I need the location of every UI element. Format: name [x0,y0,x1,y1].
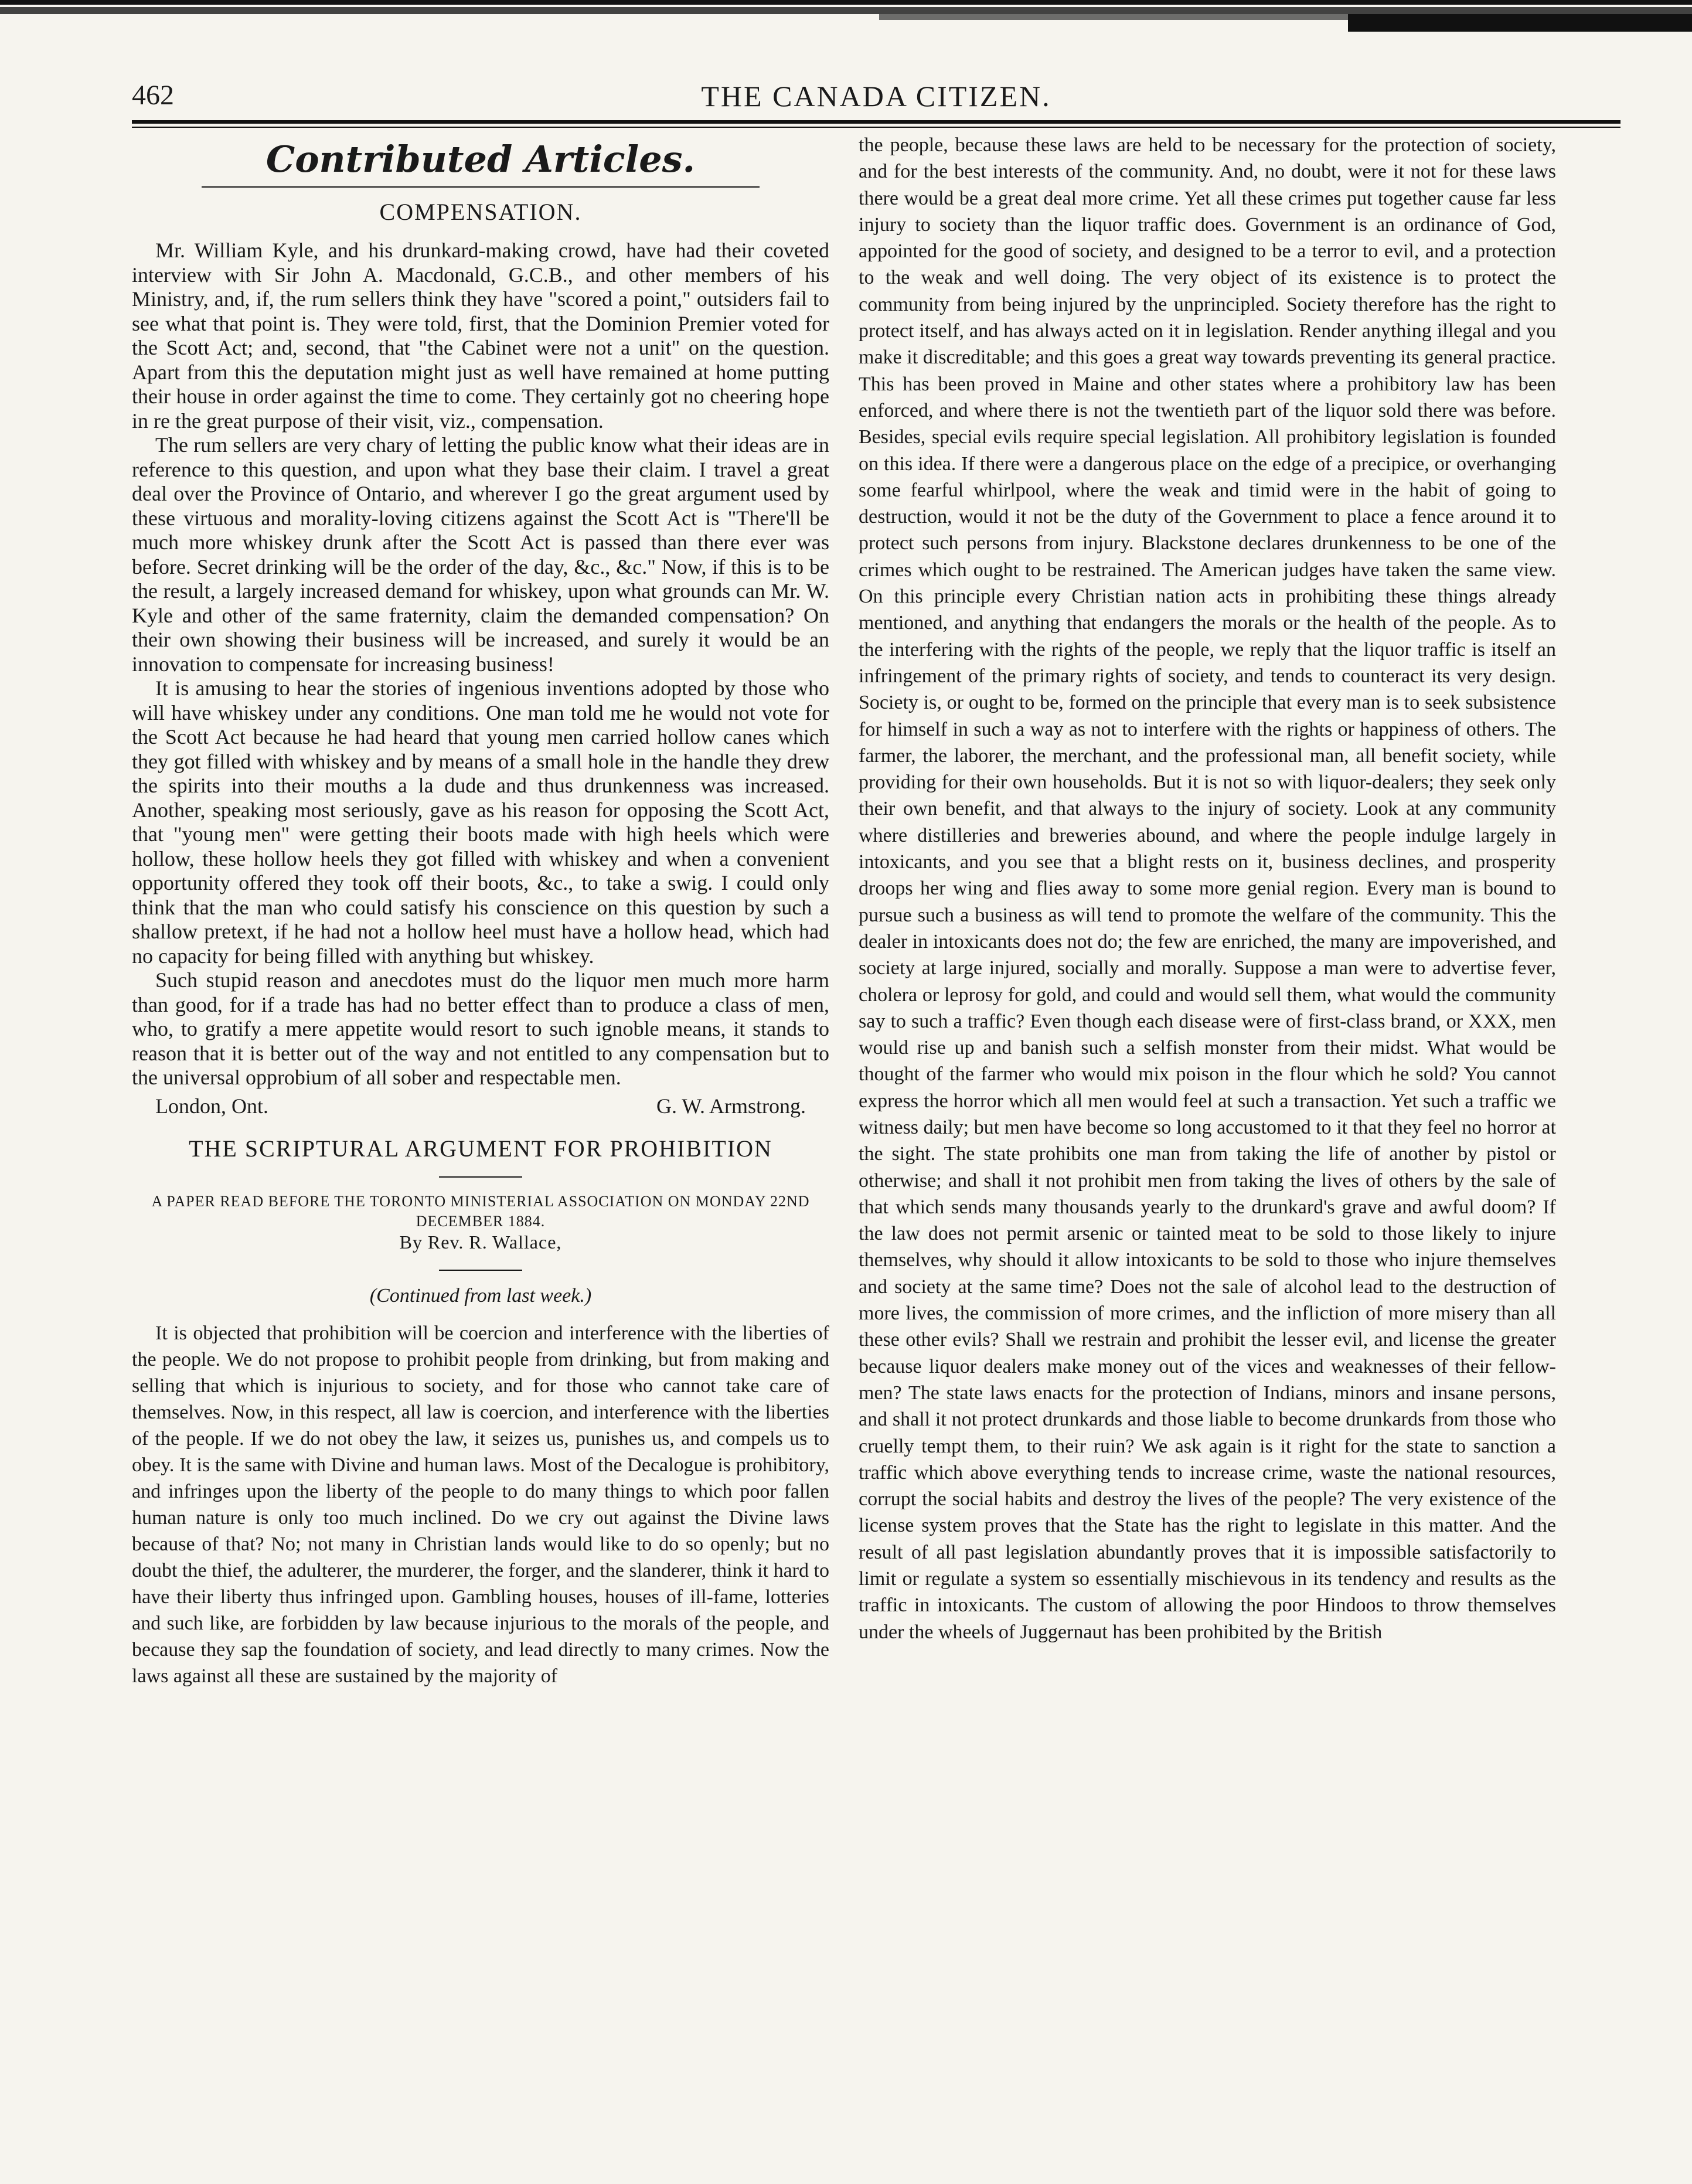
article-subhead: A PAPER READ BEFORE THE TORONTO MINISTERIAL ASSOCIATION ON MONDAY 22ND DECEMBER 1884. [151,1192,810,1230]
header-rule [132,120,1620,124]
right-column [859,132,1556,1645]
section-rule [202,186,760,188]
article-title: THE SCRIPTURAL ARGUMENT FOR PROHIBITION [189,1135,772,1162]
title-rule [439,1176,523,1178]
page-number: 462 [132,80,174,111]
left-column [132,132,829,1689]
article-paragraph: It is amusing to hear the stories of ingenious inventions adopted by those who will have whiskey under any conditions. One man told me he would not vote for the Scott Act because he had heard that young men carried hollow canes which they got filled with whiskey and by means of a small hole in the handle they drew the spirits into their mouths a la dude and thus drunkenness was increased. Another, speaking most seriously, gave as his reason for opposing the Scott Act, that "young men" were getting their boots made with high heels which were hollow, these hollow heels they got filled with whiskey and when a convenient opportunity offered they took off their boots, &c., to take a swig. I could only think that the man who could satisfy his conscience on this question by such a shallow pretext, if he had not a hollow heel must have a hollow head, which had no capacity for being filled with anything but whiskey. [132,676,829,968]
scan-smear [1348,14,1692,32]
article-paragraph: Mr. William Kyle, and his drunkard-making crowd, have had their coveted interview with Sir John A. Macdonald, G.C.B., and other members of his Ministry, and, if, the rum sellers think they have "scored a point," outsiders fail to see what that point is. They were told, first, that the Dominion Premier voted for the Scott Act; and, second, that "the Cabinet were not a unit" on the question. Apart from this the deputation might just as well have remained at home putting their house in order against the time to come. They certainly got no cheering hope in re the great purpose of their visit, viz., compensation. [132,239,829,433]
scan-smear [879,14,1348,20]
article-author: By Rev. R. Wallace, [399,1231,562,1253]
scan-edge-artifact [0,0,1692,35]
article-signoff [155,1094,806,1118]
place-line: London, Ont. [155,1094,268,1118]
article-paragraph: The rum sellers are very chary of letting the public know what their ideas are in reference to this question, and upon what they base their claim. I travel a great deal over the Province of Ontario, and wherever I go the great argument used by these virtuous and morality-loving citizens against the Scott Act is "There'll be much more whiskey drunk after the Scott Act is passed than there ever was before. Secret drinking will be the order of the day, &c., &c." Now, if this is to be the result, a largely increased demand for whiskey, upon what grounds can Mr. W. Kyle and other of the same fraternity, claim the demanded compensation? On their own showing their business will be increased, and surely it would be an innovation to compensate for increasing business! [132,433,829,676]
masthead: THE CANADA CITIZEN. [701,80,1051,113]
article-title: COMPENSATION. [379,199,582,225]
article-paragraph: It is objected that prohibition will be coercion and interference with the liberties of the people. We do not propose to prohibit people from drinking, but from making and selling that which is injurious to society, and for those who cannot take care of themselves. Now, in this respect, all law is coercion, and interference with the liberties of the people. If we do not obey the law, it seizes us, punishes us, and compels us to obey. It is the same with Divine and human laws. Most of the Decalogue is prohibitory, and infringes upon the liberty of the people to do many things to which poor fallen human nature is only too much inclined. Do we cry out against the Divine laws because of that? No; not many in Christian lands would like to do so openly; but no doubt the thief, the adulterer, the murderer, the forger, and the slanderer, think it hard to have their liberty thus infringed upon. Gambling houses, houses of ill-fame, lotteries and such like, are forbidden by law because injurious to the morals of the people, and because they sap the foundation of society, and lead directly to many crimes. Now the laws against all these are sustained by the majority of [132,1322,829,1687]
header-rule-thin [132,127,1620,128]
page-header [132,73,1620,120]
continued-note: (Continued from last week.) [369,1284,592,1307]
signature: G. W. Armstrong. [656,1094,806,1118]
article-paragraph: Such stupid reason and anecdotes must do the liquor men much more harm than good, for if a trade has had no better effect than to produce a class of men, who, to gratify a mere appetite would resort to such ignoble means, it stands to reason that it is better out of the way and not entitled to any compensation but to the universal opprobium of all sober and respectable men. [132,968,829,1089]
article-paragraph: the people, because these laws are held to be necessary for the protection of society, and for the best interests of the community. And, no doubt, were it not for these laws there would be a great deal more crime. Yet all these crimes put together cause far less injury to society than the liquor traffic does. Government is an ordinance of God, appointed for the good of society, and designed to be a terror to evil, and a protection to the weak and well doing. The very object of its existence is to protect the community from being injured by the unprincipled. Society therefore has the right to protect itself, and has always acted on it in legislation. Render anything illegal and you make it discreditable; and this goes a great way towards preventing its general practice. This has been proved in Maine and other states where a prohibitory law has been enforced, and where there is not the twentieth part of the liquor sold there was before. Besides, special evils require special legislation. All prohibitory legislation is founded on this idea. If there were a dangerous place on the edge of a precipice, or overhanging some fearful whirlpool, where the weak and timid were in the habit of going to destruction, would it not be the duty of the Government to place a fence around it to protect such persons from injury. Blackstone declares drunkenness to be one of the crimes which ought to be restrained. The American judges have taken the same view. On this principle every Christian nation acts in prohibiting these things already mentioned, and anything that endangers the morals or the health of the people. As to the interfering with the rights of the people, we reply that the liquor traffic is itself an infringement of the primary rights of society, and tends to counteract its very design. Society is, or ought to be, formed on the principle that every man is to seek subsistence for himself in such a way as not to interfere with the rights or happiness of others. The farmer, the laborer, the merchant, and the professional man, all benefit society, while providing for their own households. But it is not so with liquor-dealers; they seek only their own benefit, and that always to the injury of society. Look at any community where distilleries and breweries abound, and where the people indulge largely in intoxicants, and you see that a blight rests on it, business declines, and prosperity droops her wing and flies away to some more genial region. Every man is bound to pursue such a business as will tend to promote the welfare of the community. This the dealer in intoxicants does not do; the few are enriched, the many are impoverished, and society at large injured, socially and morally. Suppose a man were to advertise fever, cholera or leprosy for gold, and could and would sell them, what would the community say to such a traffic? Even though each disease were of first-class brand, or XXX, men would rise up and banish such a selfish monster from their midst. What would be thought of the farmer who would mix poison in the flour which he sold? You cannot express the horror which all men would feel at such a transaction. Yet such a traffic we witness daily; but men have become so long accustomed to it that they feel no horror at the sight. The state prohibits one man from taking the life of another by pistol or otherwise; and shall it not prohibit men from taking the lives of others by the sale of that which sends many thousands yearly to the drunkard's grave and awful doom? If the law does not permit arsenic or tainted meat to be sold to those likely to injure themselves, why should it allow intoxicants to be sold to those who injure themselves and society at the same time? Does not the sale of alcohol lead to the destruction of more lives, the commission of more crimes, and the infliction of more misery than all these other evils? Shall we restrain and prohibit the lesser evil, and license the greater because liquor dealers make money out of the vices and weaknesses of their fellow-men? The state laws enacts for the protection of Indians, minors and insane persons, and shall it not protect drunkards and those liable to become drunkards from those who cruelly tempt them, to their ruin? We ask again is it right for the state to sanction a traffic which above everything tends to increase crime, waste the national resources, corrupt the social habits and destroy the lives of the people? The very existence of the license system proves that the State has the right to legislate in this matter. And the result of all past legislation abundantly proves that it is impossible satisfactorily to limit or regulate a system so essentially mischievous in its tendency and results as the traffic in intoxicants. The custom of allowing the poor Hindoos to throw themselves under the wheels of Juggernaut has been prohibited by the British [859,134,1556,1643]
author-rule [439,1270,523,1271]
section-heading: Contributed Articles. [265,138,696,181]
scan-smear [0,7,1692,14]
